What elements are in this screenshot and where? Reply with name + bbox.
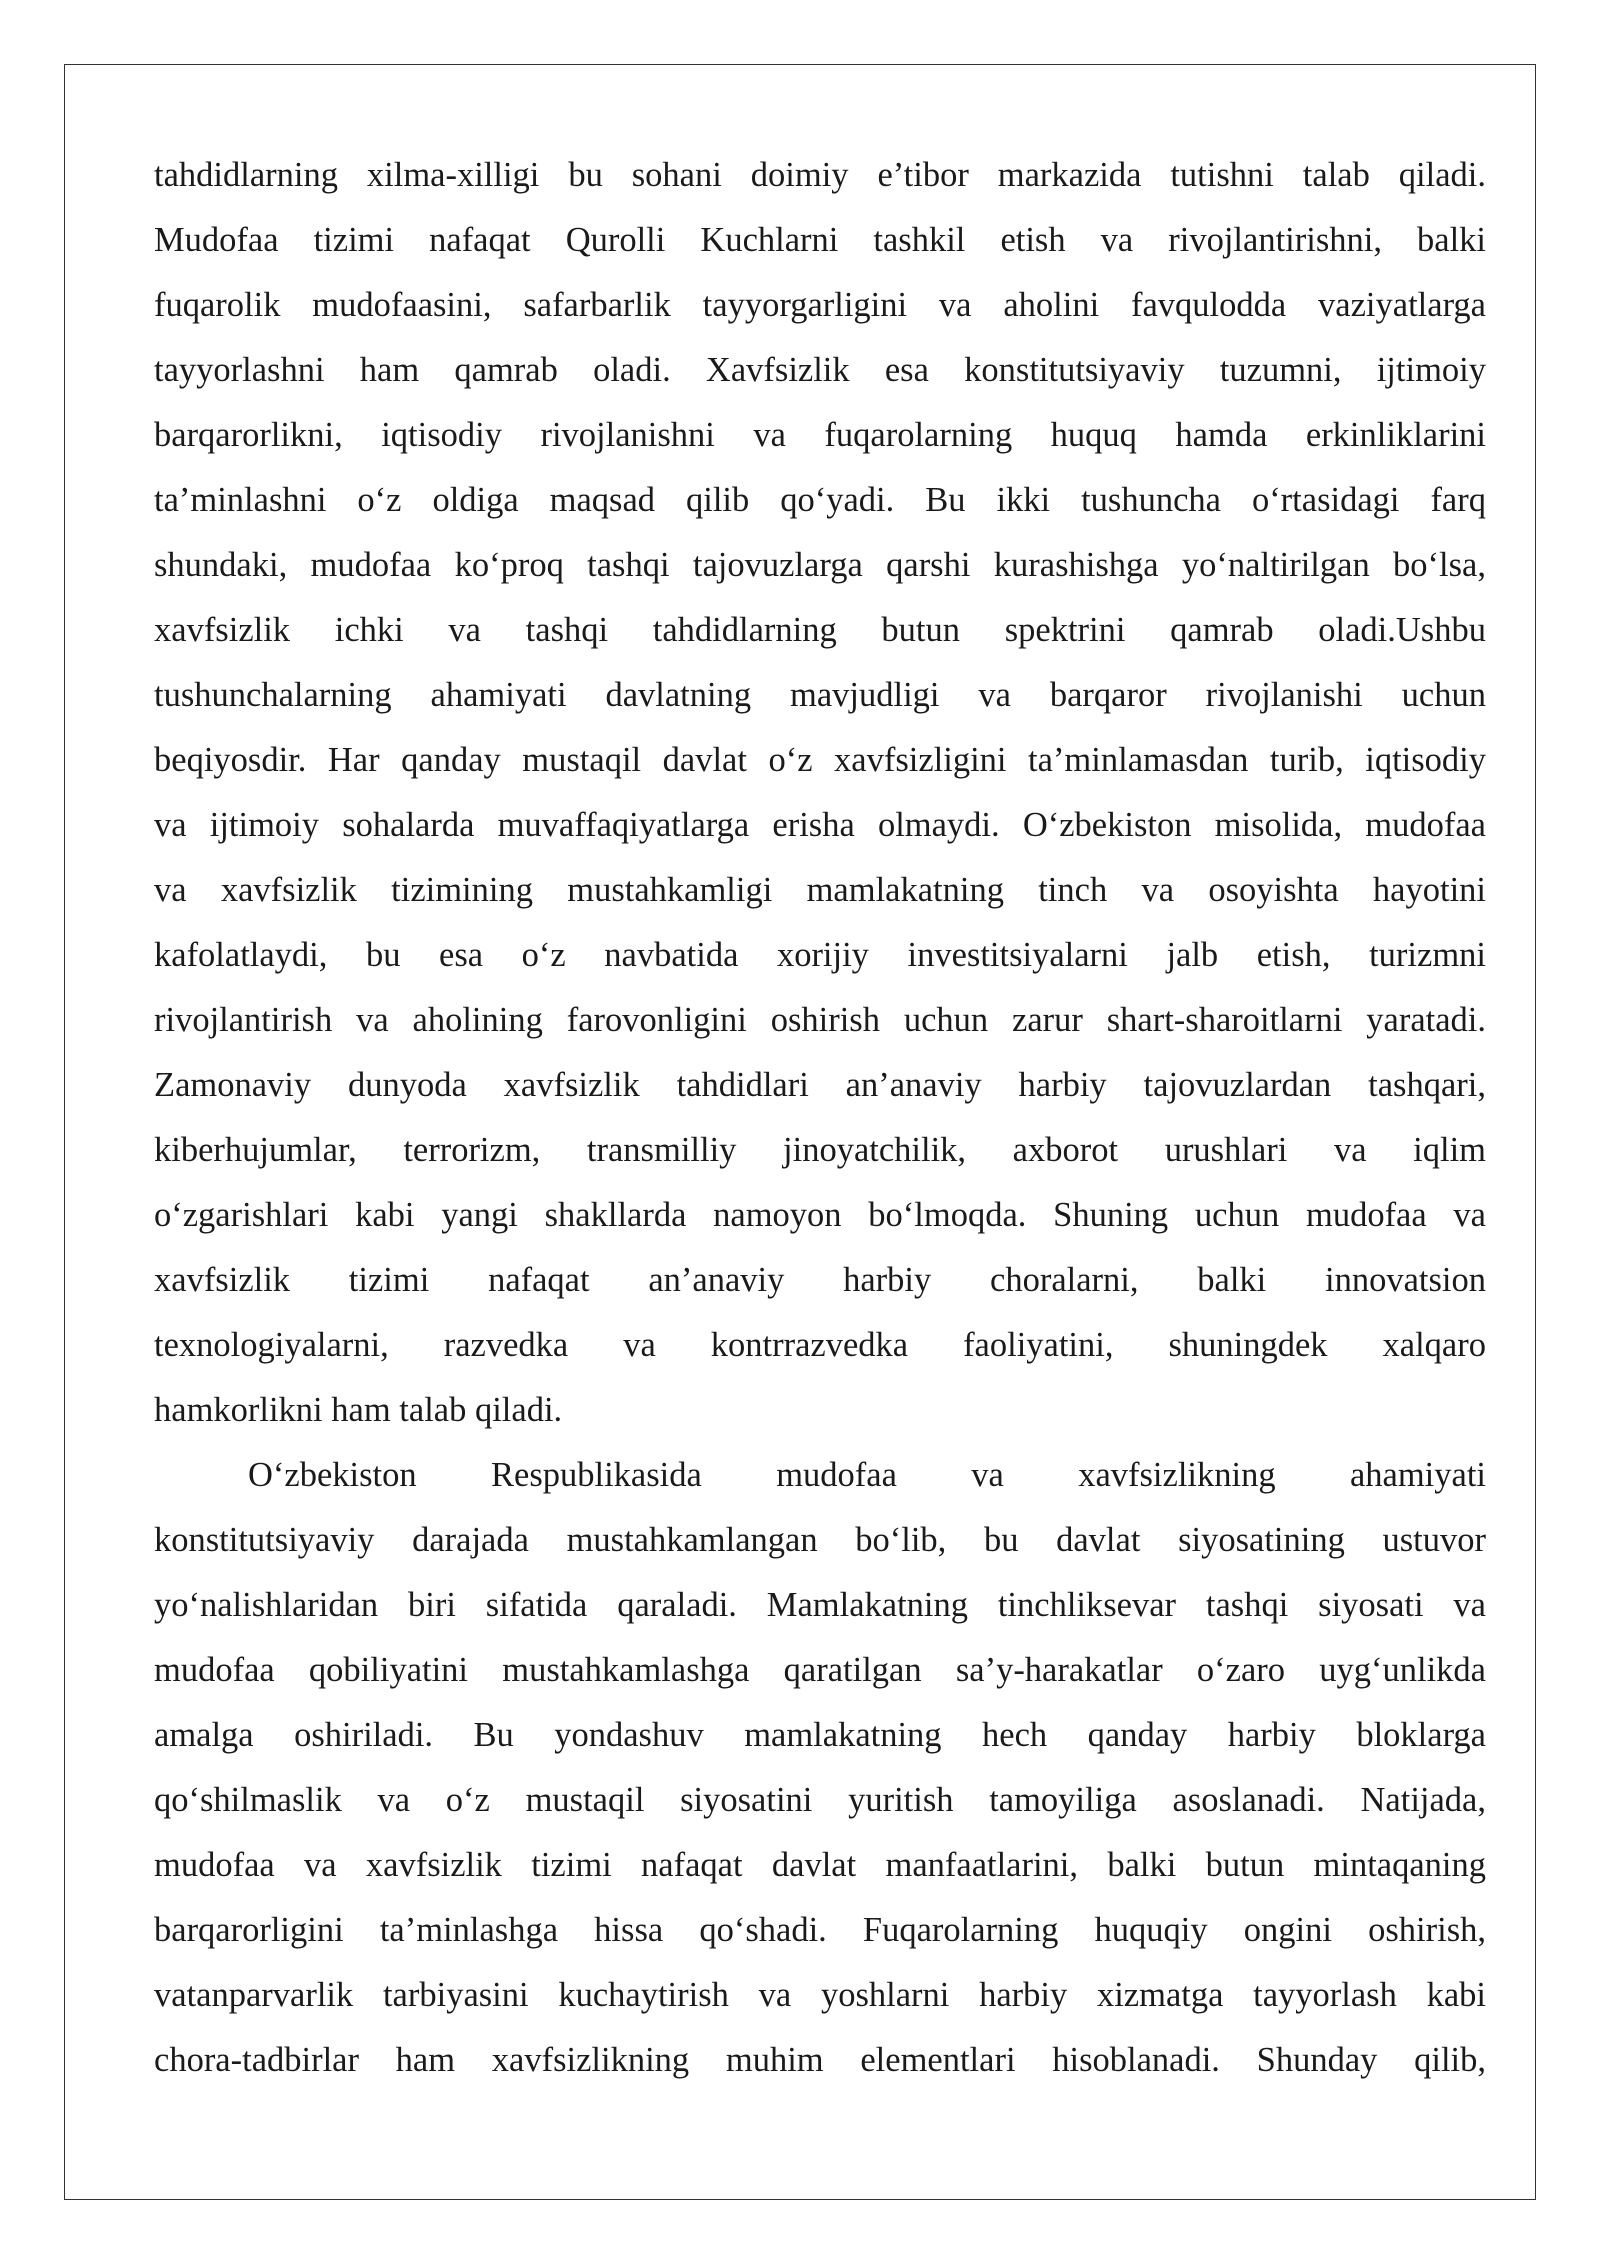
text-line: yo‘nalishlaridan biri sifatida qaraladi. Mamlakatning tinchliksevar tashqi siyosati va xyxy=(154,1586,1486,1624)
text-line: barqarorligini ta’minlashga hissa qo‘shadi. Fuqarolarning huquqiy ongini oshirish, xyxy=(154,1911,1486,1949)
text-line: texnologiyalarni, razvedka va kontrrazvedka faoliyatini, shuningdek xalqaro xyxy=(154,1326,1486,1364)
text-line: rivojlantirish va aholining farovonligini oshirish uchun zarur shart-sharoitlarni yaratadi. xyxy=(154,1001,1486,1039)
text-line: va ijtimoiy sohalarda muvaffaqiyatlarga erisha olmaydi. O‘zbekiston misolida, mudofaa xyxy=(154,806,1486,844)
text-line: amalga oshiriladi. Bu yondashuv mamlakatning hech qanday harbiy bloklarga xyxy=(154,1716,1486,1754)
paragraph-1 xyxy=(154,143,1486,1443)
text-line: chora-tadbirlar ham xavfsizlikning muhim elementlari hisoblanadi. Shunday qilib, xyxy=(154,2041,1486,2079)
text-line: tahdidlarning xilma-xilligi bu sohani doimiy e’tibor markazida tutishni talab qiladi. xyxy=(154,156,1486,194)
text-line: fuqarolik mudofaasini, safarbarlik tayyorgarligini va aholini favqulodda vaziyatlarga xyxy=(154,286,1486,324)
paragraph-2 xyxy=(154,1443,1486,2093)
text-line: o‘zgarishlari kabi yangi shakllarda namoyon bo‘lmoqda. Shuning uchun mudofaa va xyxy=(154,1196,1486,1234)
text-line: hamkorlikni ham talab qiladi. xyxy=(154,1391,563,1429)
text-line: xavfsizlik tizimi nafaqat an’anaviy harbiy choralarni, balki innovatsion xyxy=(154,1261,1486,1299)
text-line: tayyorlashni ham qamrab oladi. Xavfsizlik esa konstitutsiyaviy tuzumni, ijtimoiy xyxy=(154,351,1486,389)
text-line: kafolatlaydi, bu esa o‘z navbatida xorijiy investitsiyalarni jalb etish, turizmni xyxy=(154,936,1486,974)
text-line: Mudofaa tizimi nafaqat Qurolli Kuchlarni tashkil etish va rivojlantirishni, balki xyxy=(154,221,1486,259)
text-line: Zamonaviy dunyoda xavfsizlik tahdidlari an’anaviy harbiy tajovuzlardan tashqari, xyxy=(154,1066,1486,1104)
text-line: O‘zbekiston Respublikasida mudofaa va xavfsizlikning ahamiyati xyxy=(248,1456,1486,1494)
text-line: tushunchalarning ahamiyati davlatning mavjudligi va barqaror rivojlanishi uchun xyxy=(154,676,1486,714)
text-line: xavfsizlik ichki va tashqi tahdidlarning butun spektrini qamrab oladi.Ushbu xyxy=(154,611,1486,649)
text-line: mudofaa va xavfsizlik tizimi nafaqat davlat manfaatlarini, balki butun mintaqaning xyxy=(154,1846,1486,1884)
text-line: va xavfsizlik tizimining mustahkamligi mamlakatning tinch va osoyishta hayotini xyxy=(154,871,1486,909)
document-body xyxy=(154,143,1486,2093)
text-line: beqiyosdir. Har qanday mustaqil davlat o‘z xavfsizligini ta’minlamasdan turib, iqtisodiy xyxy=(154,741,1486,779)
text-line: barqarorlikni, iqtisodiy rivojlanishni va fuqarolarning huquq hamda erkinliklarini xyxy=(154,416,1486,454)
text-line: mudofaa qobiliyatini mustahkamlashga qaratilgan sa’y-harakatlar o‘zaro uyg‘unlikda xyxy=(154,1651,1486,1689)
text-line: konstitutsiyaviy darajada mustahkamlangan bo‘lib, bu davlat siyosatining ustuvor xyxy=(154,1521,1486,1559)
text-line: vatanparvarlik tarbiyasini kuchaytirish va yoshlarni harbiy xizmatga tayyorlash kabi xyxy=(154,1976,1486,2014)
text-line: kiberhujumlar, terrorizm, transmilliy jinoyatchilik, axborot urushlari va iqlim xyxy=(154,1131,1486,1169)
text-line: qo‘shilmaslik va o‘z mustaqil siyosatini yuritish tamoyiliga asoslanadi. Natijada, xyxy=(154,1781,1486,1819)
text-line: ta’minlashni o‘z oldiga maqsad qilib qo‘yadi. Bu ikki tushuncha o‘rtasidagi farq xyxy=(154,481,1486,519)
text-line: shundaki, mudofaa ko‘proq tashqi tajovuzlarga qarshi kurashishga yo‘naltirilgan bo‘lsa, xyxy=(154,546,1486,584)
